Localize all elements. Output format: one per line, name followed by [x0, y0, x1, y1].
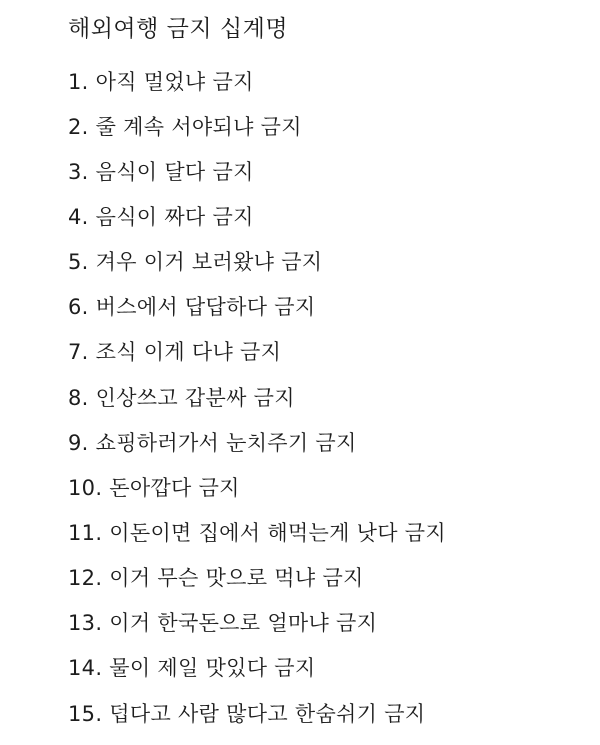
list-item: 2. 줄 계속 서야되냐 금지: [68, 114, 302, 139]
list-item: 9. 쇼핑하러가서 눈치주기 금지: [68, 430, 357, 455]
list-item: 12. 이거 무슨 맛으로 먹냐 금지: [68, 566, 364, 591]
list-item: 10. 돈아깝다 금지: [68, 475, 240, 500]
list-item: 15. 덥다고 사람 많다고 한숨쉬기 금지: [68, 701, 426, 726]
list-item: 13. 이거 한국돈으로 얼마냐 금지: [68, 611, 378, 636]
list-item: 3. 음식이 달다 금지: [68, 159, 254, 184]
list-item: 4. 음식이 짜다 금지: [68, 205, 254, 230]
page-title: 해외여행 금지 십계명: [68, 16, 289, 42]
list-item: 14. 물이 제일 맛있다 금지: [68, 656, 316, 681]
list-item: 7. 조식 이게 다냐 금지: [68, 340, 282, 365]
list-item: 8. 인상쓰고 갑분싸 금지: [68, 385, 295, 410]
commandment-list: [68, 70, 572, 726]
list-item: 1. 아직 멀었냐 금지: [68, 69, 254, 94]
list-item: 6. 버스에서 답답하다 금지: [68, 295, 316, 320]
list-item: 5. 겨우 이거 보러왔냐 금지: [68, 250, 323, 275]
list-item: 11. 이돈이면 집에서 해먹는게 낫다 금지: [68, 521, 446, 545]
